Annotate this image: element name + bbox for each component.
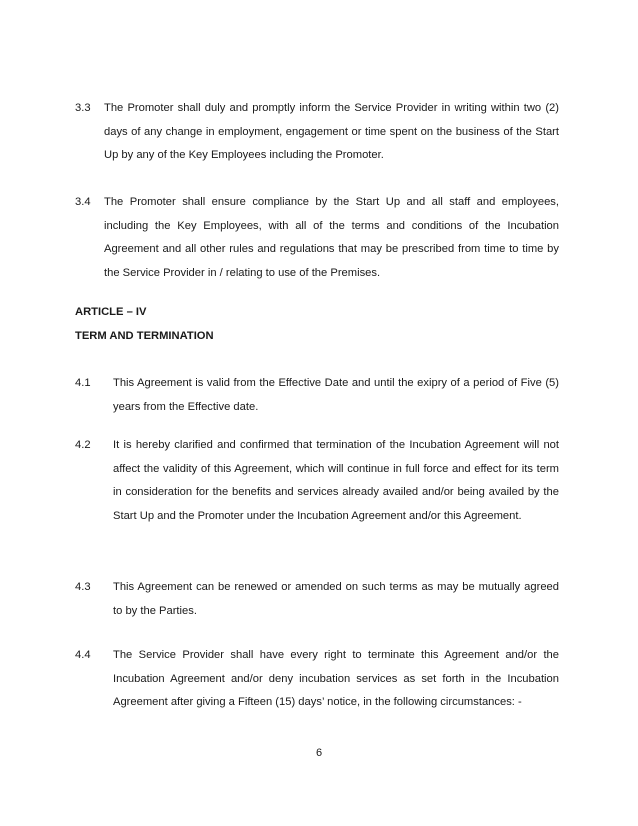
article-label: ARTICLE – IV — [75, 306, 147, 318]
page-number: 6 — [315, 747, 323, 759]
clause-text: This Agreement is valid from the Effective Date and until the exipry of a period of Five (5) years from the Effective date. — [113, 377, 559, 413]
clause-3-3 — [75, 97, 559, 168]
clause-4-2 — [75, 434, 559, 528]
clause-4-1 — [75, 372, 559, 419]
clause-number: 4.3 — [75, 581, 91, 593]
clause-text: This Agreement can be renewed or amended on such terms as may be mutually agreed to by the Parties. — [113, 581, 559, 617]
clause-4-3 — [75, 576, 559, 623]
clause-text: It is hereby clarified and confirmed that termination of the Incubation Agreement will not affect the validity of this Agreement, which will continue in full force and effect for its term in consideration for the benefits and services already availed and/or being availed by the Start Up and the Promoter under the Incubation Agreement and/or this Agreement. — [113, 439, 559, 522]
article-title: TERM AND TERMINATION — [75, 330, 214, 342]
clause-number: 4.2 — [75, 439, 91, 451]
clause-number: 3.3 — [75, 102, 91, 114]
clause-4-4 — [75, 644, 559, 715]
clause-number: 4.4 — [75, 649, 91, 661]
clause-3-4 — [75, 191, 559, 285]
clause-text: The Promoter shall ensure compliance by the Start Up and all staff and employees, including the Key Employees, with all of the terms and conditions of the Incubation Agreement and all other rules and regulations that may be prescribed from time to time by the Service Provider in / relating to use of the Premises. — [104, 196, 559, 279]
clause-text: The Service Provider shall have every right to terminate this Agreement and/or the Incubation Agreement and/or deny incubation services as set forth in the Incubation Agreement after giving a Fifteen (15) days’ notice, in the following circumstances: - — [113, 649, 559, 708]
clause-text: The Promoter shall duly and promptly inform the Service Provider in writing within two (2) days of any change in employment, engagement or time spent on the business of the Start Up by any of the Key Employees including the Promoter. — [104, 102, 559, 161]
clause-number: 4.1 — [75, 377, 91, 389]
clause-number: 3.4 — [75, 196, 91, 208]
